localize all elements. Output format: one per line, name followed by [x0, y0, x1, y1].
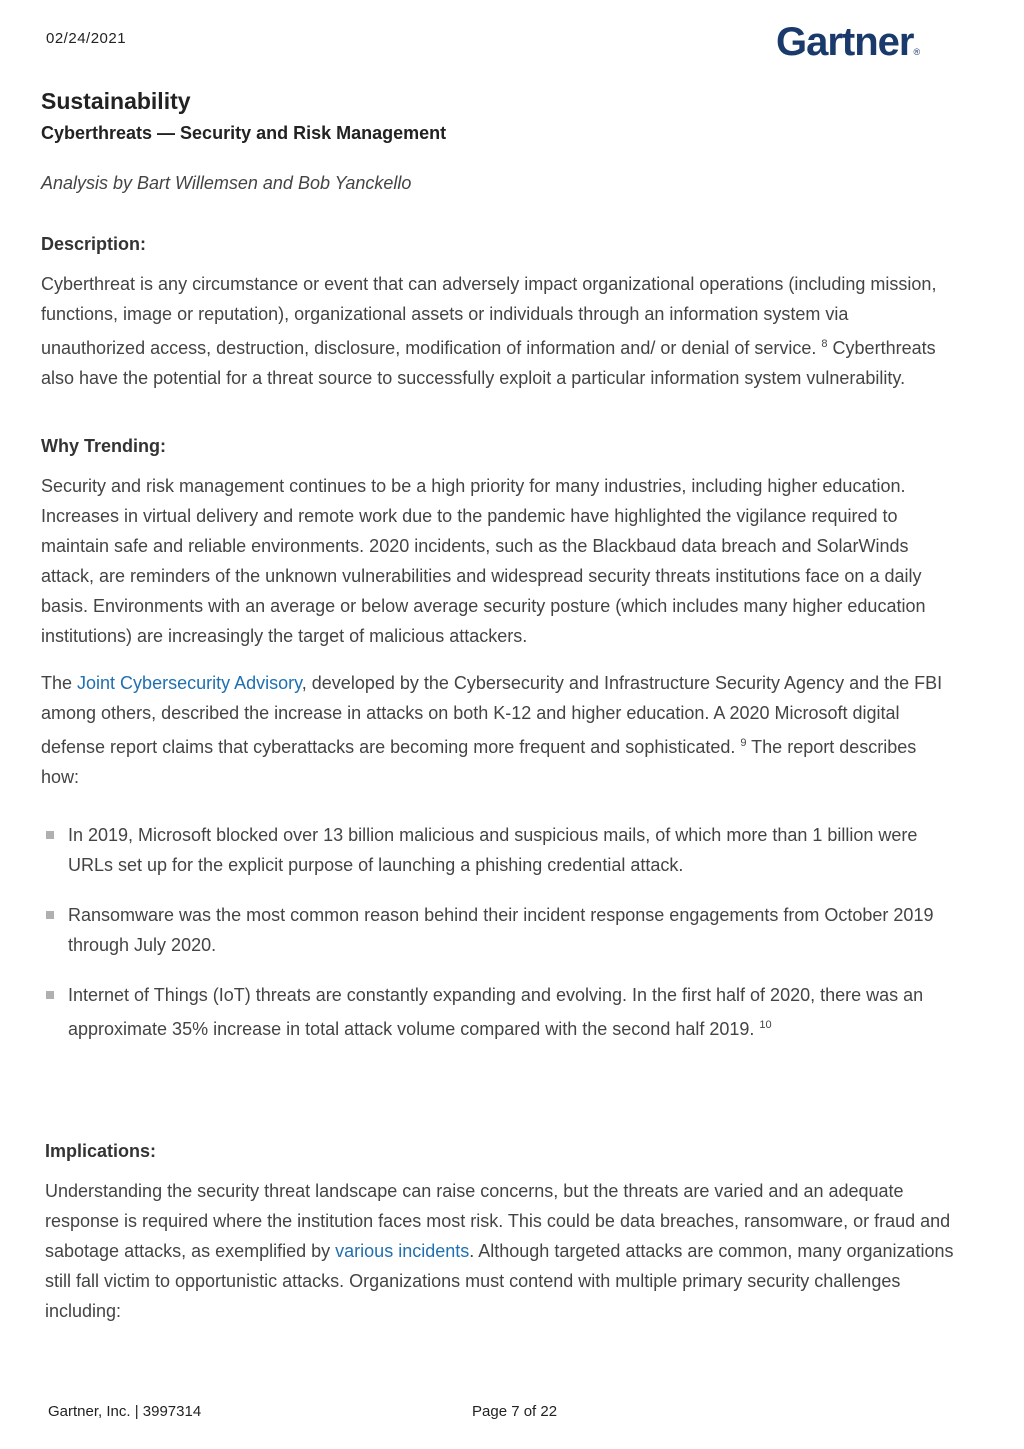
joint-cybersecurity-advisory-link[interactable]: Joint Cybersecurity Advisory	[77, 673, 302, 693]
logo-text: Gartner	[776, 20, 914, 64]
para-2-pre: The	[41, 673, 78, 693]
implications-text-post: . Although targeted attacks are common, many organizations still fall victim to opportunistic attacks. Organizations must contend with multiple primary security challenges including:	[45, 1241, 954, 1321]
footer-company-id: Gartner, Inc. | 3997314	[48, 1403, 202, 1420]
footnote-ref-10[interactable]: 10	[759, 1019, 772, 1031]
implications-paragraph	[45, 1176, 960, 1326]
page-number: Page 7 of 22	[472, 1403, 558, 1420]
bullet-square-icon	[46, 991, 54, 999]
description-paragraph	[41, 269, 956, 393]
bullet-text: Ransomware was the most common reason behind their incident response engagements from October 2019 through July 2020.	[68, 905, 934, 955]
footnote-ref-8[interactable]: 8	[821, 338, 828, 350]
bullet-text: Internet of Things (IoT) threats are constantly expanding and evolving. In the first half of 2020, there was an approximate 35% increase in total attack volume compared with the second half 2019.	[68, 985, 924, 1039]
implications-section	[45, 1138, 960, 1326]
description-text-2: Cyberthreats also have the potential for a threat source to successfully exploit a particular information system vulnerability.	[41, 338, 936, 388]
list-item	[41, 980, 956, 1044]
list-item	[41, 820, 956, 880]
byline: Analysis by Bart Willemsen and Bob Yanckello	[41, 173, 412, 193]
why-trending-paragraph-2	[41, 668, 956, 792]
description-heading: Description:	[41, 234, 147, 254]
implications-heading: Implications:	[45, 1141, 157, 1161]
registered-mark: ®	[913, 47, 920, 57]
main-content	[41, 86, 956, 1064]
para-2-post: , developed by the Cybersecurity and Infrastructure Security Agency and the FBI among others, described the increase in attacks on both K-12 and higher education. A 2020 Microsoft digital defense report claims that cyberattacks are becoming more frequent and sophisticated.	[41, 673, 943, 757]
section-title: Sustainability	[41, 88, 191, 114]
various-incidents-link[interactable]: various incidents	[335, 1241, 470, 1261]
why-trending-paragraph-1: Security and risk management continues to be a high priority for many industries, including higher education. Increases in virtual delivery and remote work due to the pandemic have highlighted the vigilance required to maintain safe and reliable environments. 2020 incidents, such as the Blackbaud data breach and SolarWinds attack, are reminders of the unknown vulnerabilities and widespread security threats institutions face on a daily basis. Environments with an average or below average security posture (which includes many higher education institutions) are increasingly the target of malicious attackers.	[41, 476, 926, 646]
bullet-square-icon	[46, 831, 54, 839]
report-bullet-list	[41, 820, 956, 1044]
list-item	[41, 900, 956, 960]
footnote-ref-9[interactable]: 9	[740, 737, 747, 749]
implications-text-pre: Understanding the security threat landscape can raise concerns, but the threats are varied and an adequate response is required where the institution faces most risk. This could be data breaches, ransomware, or fraud and sabotage attacks, as exemplified by	[45, 1181, 951, 1261]
bullet-square-icon	[46, 911, 54, 919]
why-trending-heading: Why Trending:	[41, 436, 166, 456]
bullet-text: In 2019, Microsoft blocked over 13 billion malicious and suspicious mails, of which more than 1 billion were URLs set up for the explicit purpose of launching a phishing credential attack.	[68, 825, 918, 875]
description-text-1: Cyberthreat is any circumstance or event that can adversely impact organizational operations (including mission, functions, image or reputation), organizational assets or individuals through an information system via unauthorized access, destruction, disclosure, modification of information and/ or denial of service.	[41, 274, 937, 358]
para-2-end: The report describes how:	[41, 737, 917, 787]
section-subtitle: Cyberthreats — Security and Risk Management	[41, 123, 447, 143]
gartner-logo	[776, 20, 919, 65]
document-date: 02/24/2021	[46, 30, 127, 47]
